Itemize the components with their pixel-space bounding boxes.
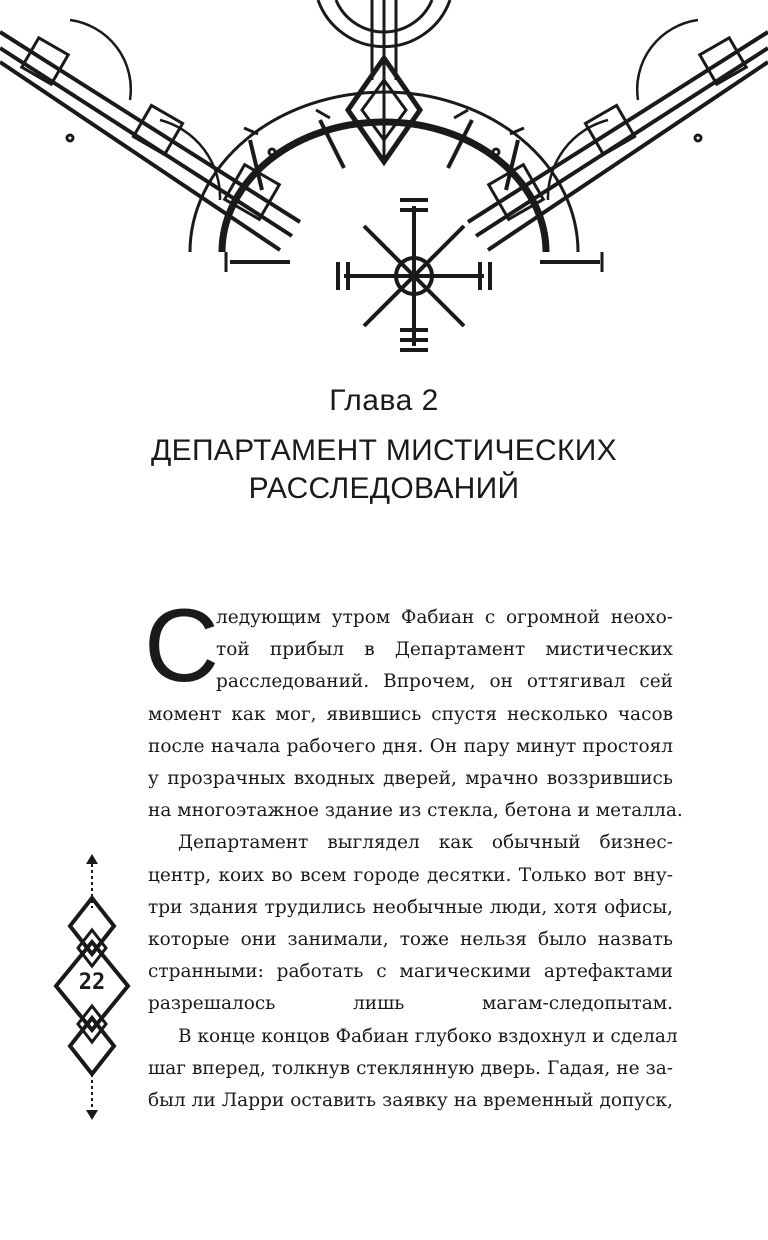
chapter-title [0,432,768,508]
chapter-number: Глава 2 [329,384,439,417]
text-line: момент как мог, явившись спустя несколько часов [148,703,673,725]
paragraph-3 [148,1021,678,1118]
text-line: которые они занимали, тоже нельзя было назвать [148,929,673,951]
drop-cap: С [144,588,220,704]
text-line: разрешалось лишь магам-следопытам. [148,993,673,1015]
chapter-title-line-2: РАССЛЕДОВАНИЙ [248,472,520,505]
text-line: странными: работать с магическими артефактами [148,961,673,983]
text-line: был ли Ларри оставить заявку на временный допуск, [148,1090,673,1112]
paragraph-2 [148,827,673,1020]
text-line: после начала рабочего дня. Он пару минут простоял [148,735,673,757]
text-line: шаг вперед, толкнув стеклянную дверь. Гадая, не за- [148,1057,673,1079]
text-line: расследований. Впрочем, он оттягивал сей [216,671,673,693]
vegvisir-rune-icon [0,0,768,360]
text-line: Департамент выглядел как обычный бизнес- [178,832,673,854]
body-text [144,588,683,1117]
text-line: ледующим утром Фабиан с огромной неохо- [216,607,673,628]
text-line: той прибыл в Департамент мистических [216,639,673,661]
text-line: центр, коих во всем городе десятки. Только вот вну- [148,864,673,886]
text-line: В конце концов Фабиан глубоко вздохнул и сделал [178,1025,678,1047]
chapter-title-line-1: ДЕПАРТАМЕНТ МИСТИЧЕСКИХ [151,434,617,467]
text-line: три здания трудились необычные люди, хотя офисы, [148,896,673,918]
page-number: 22 [78,970,106,995]
paragraph-1 [144,588,683,827]
text-line: у прозрачных входных дверей, мрачно воззрившись [148,768,673,790]
text-line: на многоэтажное здание из стекла, бетона и металла. [148,800,683,822]
